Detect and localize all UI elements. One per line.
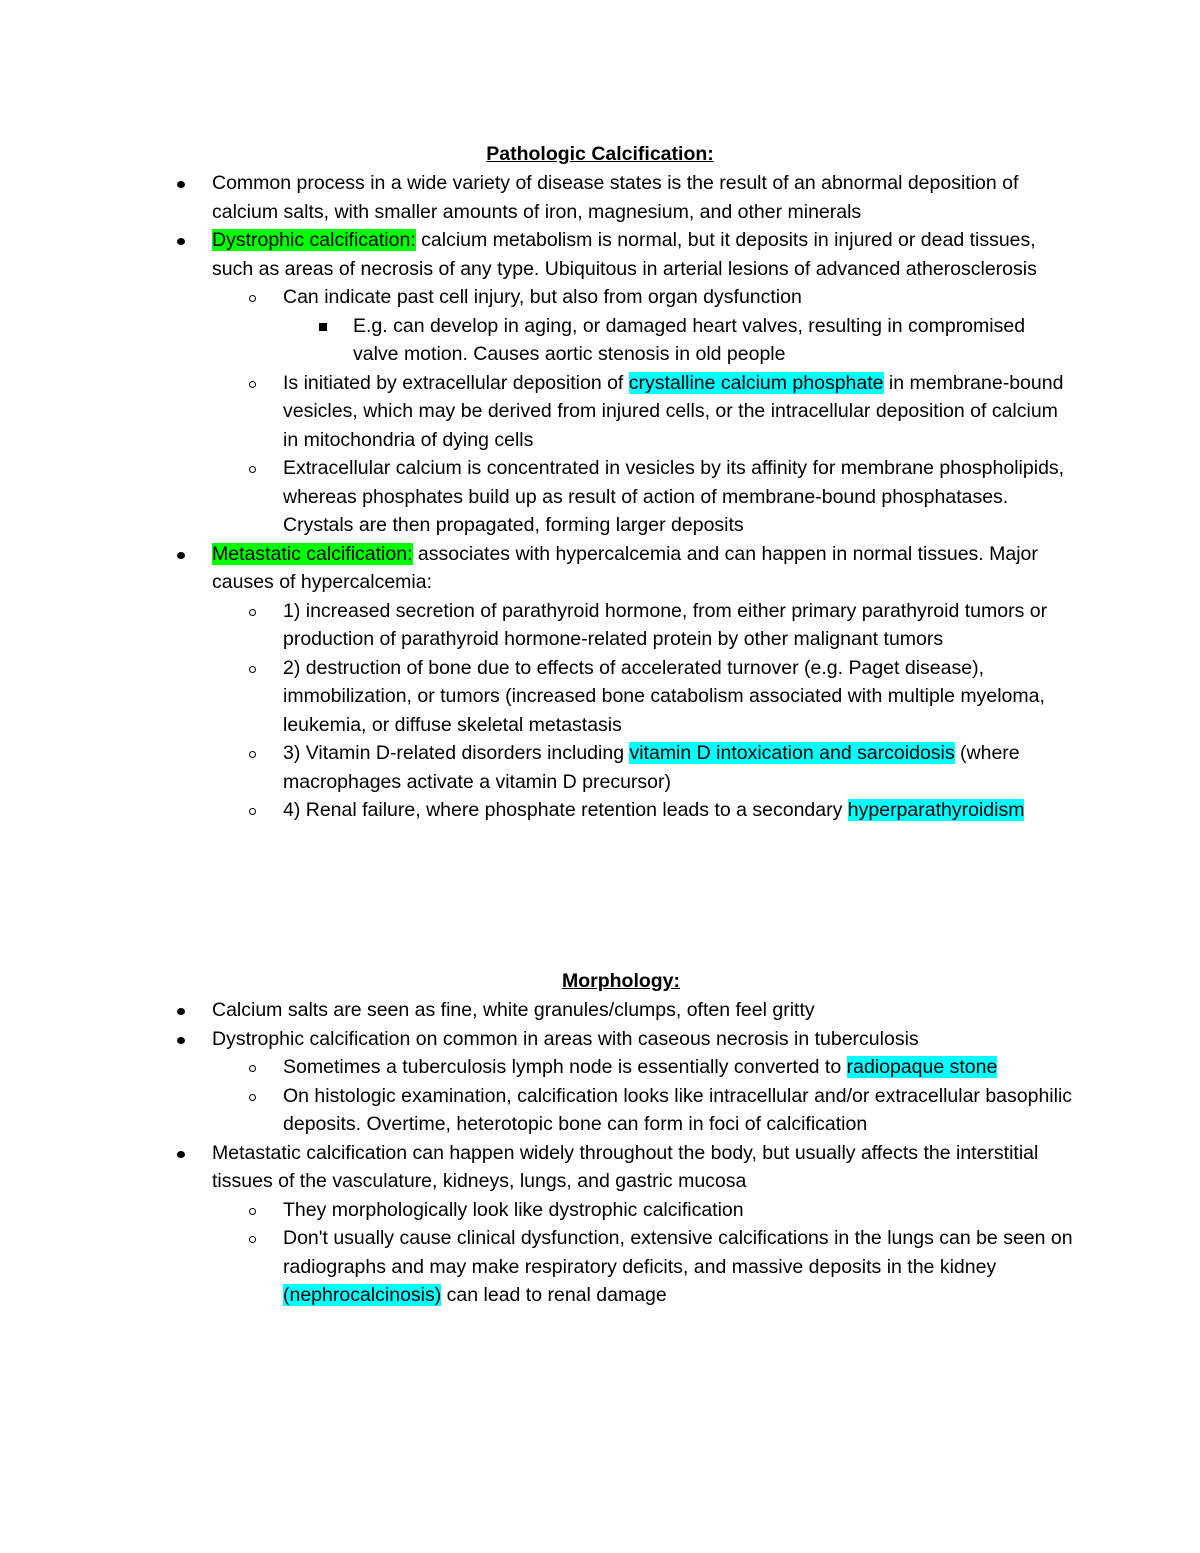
bullet-circle-icon	[249, 666, 256, 673]
list-item	[283, 454, 1073, 540]
item-text: 2) destruction of bone due to effects of accelerated turnover (e.g. Paget disease), immobilization, or tumors (increased bone catabolism associated with multiple myeloma, leukemia, or diffuse skeletal metastasis	[283, 656, 1045, 736]
bullet-circle-icon	[249, 295, 256, 302]
list-item	[283, 796, 1073, 825]
highlighted-term: Metastatic calcification:	[212, 542, 413, 565]
item-text: On histologic examination, calcification looks like intracellular and/or extracellular basophilic deposits. Overtime, heterotopic bone can form in foci of calcification	[283, 1084, 1073, 1135]
highlighted-term: crystalline calcium phosphate	[628, 371, 884, 394]
bullet-circle-icon	[249, 1236, 256, 1243]
item-text: Common process in a wide variety of disease states is the result of an abnormal deposition of calcium salts, with smaller amounts of iron, magnesium, and other minerals	[212, 172, 1019, 223]
item-text: Calcium salts are seen as fine, white granules/clumps, often feel gritty	[212, 999, 815, 1021]
list-item	[212, 169, 1072, 226]
bullet-circle-icon	[249, 609, 256, 616]
highlighted-term: hyperparathyroidism	[847, 799, 1025, 821]
item-text: E.g. can develop in aging, or damaged heart valves, resulting in compromised valve motion. Causes aortic stenosis in old people	[353, 314, 1026, 365]
highlighted-term: (nephrocalcinosis)	[283, 1284, 442, 1306]
item-text: Is initiated by extracellular deposition of	[283, 371, 629, 394]
item-text: can lead to renal damage	[441, 1284, 667, 1306]
list-item	[283, 1053, 1073, 1082]
list-item	[283, 739, 1073, 796]
item-text: calcium metabolism is normal, but it deposits in injured or dead tissues, such as areas of necrosis of any type. Ubiquitous in arterial lesions of advanced atherosclerosis	[212, 229, 1037, 280]
bullet-list-pathologic-calcification	[0, 169, 1200, 825]
bullet-list-morphology	[0, 996, 1200, 1310]
bullet-disc-icon	[177, 1037, 185, 1044]
bullet-circle-icon	[249, 1065, 256, 1072]
bullet-circle-icon	[249, 808, 256, 815]
bullet-circle-icon	[249, 381, 256, 388]
list-item	[283, 369, 1073, 455]
bullet-disc-icon	[177, 552, 185, 559]
list-item	[283, 1196, 1073, 1225]
list-item	[212, 226, 1072, 283]
item-text: Extracellular calcium is concentrated in vesicles by its affinity for membrane phospholipids, whereas phosphates build up as result of action of membrane-bound phosphatases. Crystals are then propagated, forming larger deposits	[283, 457, 1065, 536]
item-text: 3) Vitamin D-related disorders including	[283, 742, 630, 764]
list-item	[212, 996, 1072, 1025]
highlighted-term: radiopaque stone	[846, 1056, 998, 1078]
highlighted-term: vitamin D intoxication and sarcoidosis	[629, 742, 955, 764]
list-item	[212, 1139, 1072, 1196]
bullet-disc-icon	[177, 1008, 185, 1015]
item-text: Sometimes a tuberculosis lymph node is essentially converted to	[283, 1056, 847, 1078]
item-text: 4) Renal failure, where phosphate retention leads to a secondary	[283, 799, 848, 821]
list-item	[353, 312, 1073, 369]
list-item	[283, 1082, 1073, 1139]
list-item	[212, 540, 1072, 597]
item-text: 1) increased secretion of parathyroid hormone, from either primary parathyroid tumors or production of parathyroid hormone-related protein by other malignant tumors	[283, 599, 1048, 650]
bullet-circle-icon	[249, 1208, 256, 1215]
item-text: Don't usually cause clinical dysfunction, extensive calcifications in the lungs can be seen on radiographs and may make respiratory deficits, and massive deposits in the kidney	[283, 1227, 1073, 1278]
bullet-disc-icon	[177, 181, 185, 188]
section-heading-pathologic-calcification: Pathologic Calcification:	[486, 143, 714, 165]
bullet-disc-icon	[177, 238, 185, 245]
list-item	[283, 654, 1073, 740]
bullet-square-icon	[319, 323, 327, 331]
list-item	[283, 1224, 1073, 1310]
list-item	[283, 283, 1073, 312]
item-text: (where macrophages activate a vitamin D precursor)	[283, 742, 1020, 793]
bullet-circle-icon	[249, 751, 256, 758]
list-item	[283, 597, 1073, 654]
bullet-disc-icon	[177, 1151, 185, 1158]
item-text: associates with hypercalcemia and can happen in normal tissues. Major causes of hypercalcemia:	[212, 542, 1038, 593]
item-text: Can indicate past cell injury, but also from organ dysfunction	[283, 286, 802, 308]
highlighted-term: Dystrophic calcification:	[212, 229, 416, 251]
item-text: They morphologically look like dystrophic calcification	[283, 1198, 744, 1221]
bullet-circle-icon	[249, 466, 256, 473]
item-text: in membrane-bound vesicles, which may be derived from injured cells, or the intracellular deposition of calcium in mitochondria of dying cells	[283, 371, 1064, 451]
item-text: Metastatic calcification can happen widely throughout the body, but usually affects the interstitial tissues of the vasculature, kidneys, lungs, and gastric mucosa	[212, 1141, 1039, 1192]
section-heading-morphology: Morphology:	[561, 970, 681, 992]
list-item	[212, 1025, 1072, 1054]
item-text: Dystrophic calcification on common in areas with caseous necrosis in tuberculosis	[212, 1027, 919, 1050]
bullet-circle-icon	[249, 1094, 256, 1101]
